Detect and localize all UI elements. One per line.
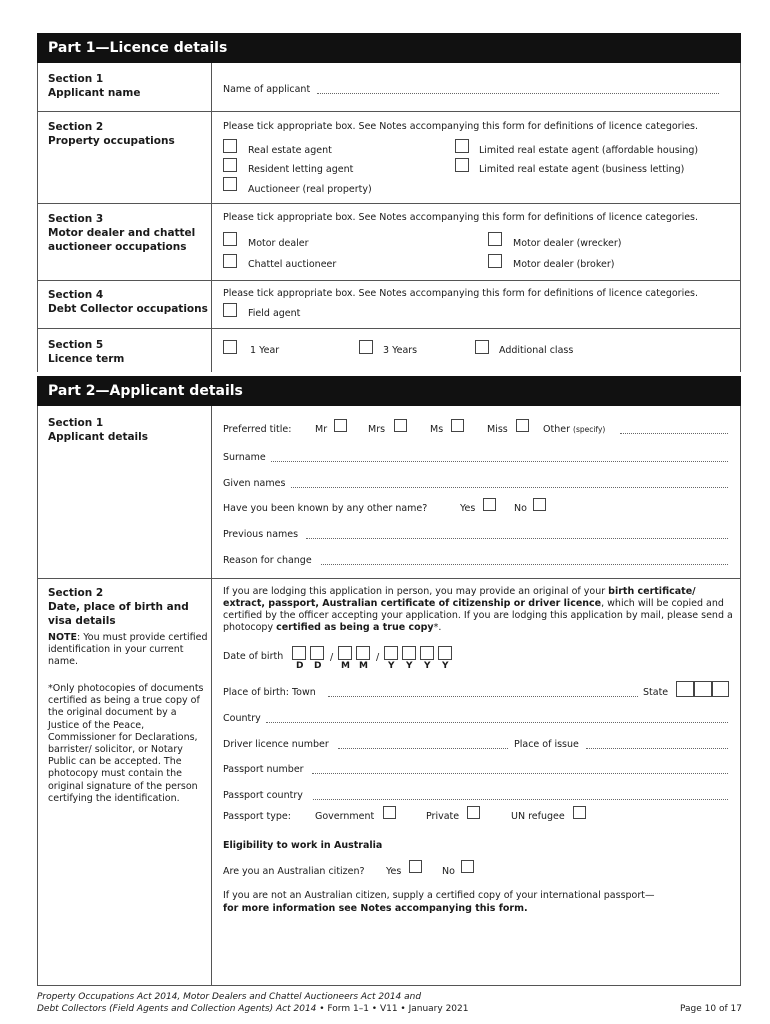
- dob-day-box[interactable]: [310, 646, 324, 660]
- state-box[interactable]: [676, 681, 694, 697]
- dob-month-box[interactable]: [356, 646, 370, 660]
- place-of-birth-town-field[interactable]: [328, 696, 638, 697]
- auctioneer-real-property-checkbox[interactable]: [223, 177, 237, 191]
- note-label: NOTE: [48, 632, 77, 643]
- p1-section3-label: [48, 212, 208, 254]
- reason-for-change-field[interactable]: [321, 564, 728, 565]
- passport-un-refugee-checkbox[interactable]: [573, 806, 586, 819]
- real-estate-agent-checkbox[interactable]: [223, 139, 237, 153]
- title-miss-checkbox[interactable]: [516, 419, 529, 432]
- checkbox-label: Resident letting agent: [248, 164, 354, 175]
- checkbox-label: Real estate agent: [248, 145, 332, 156]
- passport-type-private-label: Private: [426, 811, 460, 822]
- checkbox-label: Field agent: [248, 308, 301, 319]
- citizen-no-checkbox[interactable]: [461, 860, 474, 873]
- title-ms-label: Ms: [430, 424, 444, 435]
- frame-left: [37, 63, 38, 372]
- dob-letter: M: [359, 661, 368, 671]
- instruction-text: Please tick appropriate box. See Notes accompanying this form for definitions of licence categories.: [223, 121, 699, 132]
- field-agent-checkbox[interactable]: [223, 303, 237, 317]
- citizen-yes-checkbox[interactable]: [409, 860, 422, 873]
- dob-year-box[interactable]: [402, 646, 416, 660]
- intro-bold: birth certificate/ extract, passport, Australian certificate of citizenship or driver licence: [223, 586, 696, 609]
- title-other-field[interactable]: [620, 433, 728, 434]
- column-divider: [211, 63, 212, 372]
- other-label: Other: [543, 424, 570, 435]
- footer-acts-line2: [37, 1004, 468, 1015]
- frame-left: [37, 406, 38, 986]
- footer-acts-line1: Property Occupations Act 2014, Motor Dealers and Chattel Auctioneers Act 2014 and: [37, 992, 422, 1002]
- citizen-no-label: No: [442, 866, 455, 877]
- known-other-no-label: No: [514, 503, 527, 514]
- not-citizen-bold: for more information see Notes accompanying this form.: [223, 903, 528, 914]
- citizen-question-label: Are you an Australian citizen?: [223, 866, 365, 877]
- p1-section2-label: [48, 120, 208, 148]
- checkbox-label: Motor dealer (broker): [513, 259, 615, 270]
- page-number: Page 10 of 17: [680, 1004, 742, 1014]
- limited-affordable-housing-checkbox[interactable]: [455, 139, 469, 153]
- checkbox-label: 3 Years: [383, 345, 418, 356]
- motor-dealer-checkbox[interactable]: [223, 232, 237, 246]
- preferred-title-label: Preferred title:: [223, 424, 292, 435]
- divider: [37, 111, 741, 112]
- section-name: Property occupations: [48, 135, 175, 147]
- identification-note: [48, 632, 208, 669]
- p2-section2-label: [48, 586, 208, 628]
- passport-type-un-refugee-label: UN refugee: [511, 811, 565, 822]
- additional-class-checkbox[interactable]: [475, 340, 489, 354]
- dob-slash: /: [376, 652, 380, 663]
- part2-title: Part 2—Applicant details: [48, 383, 243, 399]
- p1-section5-label: [48, 338, 208, 366]
- section-name: Licence term: [48, 353, 125, 365]
- divider: [37, 578, 741, 579]
- section-number: Section 1: [48, 73, 104, 85]
- section-name: Motor dealer and chattel auctioneer occupations: [48, 227, 196, 253]
- reason-for-change-label: Reason for change: [223, 555, 312, 566]
- known-other-yes-checkbox[interactable]: [483, 498, 496, 511]
- photocopy-note: *Only photocopies of documents certified as being a true copy of the original document by a Justice of the Peace, Commissioner for Declarations, barrister/ solicitor, or Notary Public can be accepted. The photocopy must contain the original signature of the person certifying the identification.: [48, 683, 204, 804]
- part2-header: [37, 376, 741, 406]
- given-names-label: Given names: [223, 478, 286, 489]
- previous-names-label: Previous names: [223, 529, 299, 540]
- checkbox-label: Limited real estate agent (affordable housing): [479, 145, 699, 156]
- title-ms-checkbox[interactable]: [451, 419, 464, 432]
- section-number: Section 3: [48, 213, 104, 225]
- dob-letter: M: [341, 661, 350, 671]
- section-name: Applicant details: [48, 431, 149, 443]
- dob-month-box[interactable]: [338, 646, 352, 660]
- passport-government-checkbox[interactable]: [383, 806, 396, 819]
- title-other-label: [543, 424, 605, 436]
- dob-letter: D: [296, 661, 304, 671]
- checkbox-label: Chattel auctioneer: [248, 259, 337, 270]
- date-of-birth-label: Date of birth: [223, 651, 284, 662]
- section-name: Date, place of birth and visa details: [48, 601, 189, 627]
- passport-country-field[interactable]: [313, 799, 728, 800]
- dob-slash: /: [330, 652, 334, 663]
- intro-text: , which will be copied and certified by the officer accepting your application. If you are lodging this application by mail, please send a photocopy: [223, 598, 733, 633]
- frame-right: [740, 406, 741, 986]
- applicant-name-field[interactable]: [317, 93, 719, 94]
- place-of-issue-field[interactable]: [586, 748, 728, 749]
- p1-section1-label: [48, 72, 208, 100]
- term-1-year-checkbox[interactable]: [223, 340, 237, 354]
- dob-year-box[interactable]: [384, 646, 398, 660]
- applicant-name-label: Name of applicant: [223, 84, 311, 95]
- state-box[interactable]: [712, 681, 729, 697]
- given-names-field[interactable]: [291, 487, 728, 488]
- divider: [37, 203, 741, 204]
- motor-dealer-wrecker-checkbox[interactable]: [488, 232, 502, 246]
- previous-names-field[interactable]: [306, 538, 728, 539]
- passport-country-label: Passport country: [223, 790, 303, 801]
- part1-title: Part 1—Licence details: [48, 40, 228, 56]
- surname-field[interactable]: [271, 461, 728, 462]
- known-other-name-label: Have you been known by any other name?: [223, 503, 428, 514]
- part1-header: [37, 33, 741, 63]
- divider: [37, 328, 741, 329]
- frame-bottom: [37, 985, 741, 986]
- surname-label: Surname: [223, 452, 266, 463]
- motor-dealer-broker-checkbox[interactable]: [488, 254, 502, 268]
- instruction-text: Please tick appropriate box. See Notes accompanying this form for definitions of licence categories.: [223, 212, 699, 223]
- checkbox-label: Motor dealer: [248, 238, 309, 249]
- checkbox-label: Auctioneer (real property): [248, 184, 372, 195]
- section-number: Section 5: [48, 339, 104, 351]
- divider: [37, 280, 741, 281]
- known-other-yes-label: Yes: [460, 503, 476, 514]
- section-number: Section 4: [48, 289, 104, 301]
- instruction-text: Please tick appropriate box. See Notes accompanying this form for definitions of licence categories.: [223, 288, 699, 299]
- driver-licence-field[interactable]: [338, 748, 508, 749]
- dob-day-box[interactable]: [292, 646, 306, 660]
- intro-text: If you are lodging this application in person, you may provide an original of your: [223, 586, 609, 597]
- section-number: Section 2: [48, 587, 104, 599]
- chattel-auctioneer-checkbox[interactable]: [223, 254, 237, 268]
- driver-licence-label: Driver licence number: [223, 739, 329, 750]
- column-divider: [211, 406, 212, 986]
- citizen-yes-label: Yes: [386, 866, 402, 877]
- note-text: : You must provide certified identification in your current name.: [48, 632, 208, 668]
- title-mrs-label: Mrs: [368, 424, 386, 435]
- p2-section1-label: [48, 416, 208, 444]
- term-3-years-checkbox[interactable]: [359, 340, 373, 354]
- passport-number-label: Passport number: [223, 764, 304, 775]
- section-name: Debt Collector occupations: [48, 303, 208, 315]
- footer-act-name: Debt Collectors (Field Agents and Collection Agents) Act 2014: [37, 1004, 317, 1014]
- dob-letter: Y: [406, 661, 413, 671]
- lodging-instructions: [223, 586, 733, 634]
- place-of-birth-label: Place of birth: Town: [223, 687, 316, 698]
- section-number: Section 2: [48, 121, 104, 133]
- state-box[interactable]: [694, 681, 712, 697]
- country-field[interactable]: [266, 722, 728, 723]
- known-other-no-checkbox[interactable]: [533, 498, 546, 511]
- not-citizen-text: If you are not an Australian citizen, supply a certified copy of your international passport—: [223, 890, 655, 901]
- checkbox-label: 1 Year: [250, 345, 280, 356]
- dob-letter: Y: [442, 661, 449, 671]
- resident-letting-agent-checkbox[interactable]: [223, 158, 237, 172]
- frame-right: [740, 63, 741, 372]
- country-label: Country: [223, 713, 261, 724]
- passport-type-label: Passport type:: [223, 811, 291, 822]
- section-name: Applicant name: [48, 87, 141, 99]
- title-mrs-checkbox[interactable]: [394, 419, 407, 432]
- passport-private-checkbox[interactable]: [467, 806, 480, 819]
- intro-bold: certified as being a true copy: [276, 622, 434, 633]
- passport-type-government-label: Government: [315, 811, 375, 822]
- p1-section4-label: [48, 288, 208, 316]
- dob-letter: D: [314, 661, 322, 671]
- footer-form-version: • Form 1–1 • V11 • January 2021: [316, 1004, 469, 1014]
- other-specify: (specify): [573, 425, 606, 434]
- title-miss-label: Miss: [487, 424, 508, 435]
- intro-text: *.: [433, 622, 442, 633]
- state-label: State: [643, 687, 669, 698]
- dob-year-box[interactable]: [420, 646, 434, 660]
- section-number: Section 1: [48, 417, 104, 429]
- passport-number-field[interactable]: [312, 773, 728, 774]
- dob-letter: Y: [388, 661, 395, 671]
- checkbox-label: Limited real estate agent (business letting): [479, 164, 685, 175]
- eligibility-heading: Eligibility to work in Australia: [223, 840, 383, 851]
- place-of-issue-label: Place of issue: [514, 739, 579, 750]
- title-mr-checkbox[interactable]: [334, 419, 347, 432]
- dob-letter: Y: [424, 661, 431, 671]
- checkbox-label: Additional class: [499, 345, 574, 356]
- dob-year-box[interactable]: [438, 646, 452, 660]
- title-mr-label: Mr: [315, 424, 328, 435]
- limited-business-letting-checkbox[interactable]: [455, 158, 469, 172]
- checkbox-label: Motor dealer (wrecker): [513, 238, 622, 249]
